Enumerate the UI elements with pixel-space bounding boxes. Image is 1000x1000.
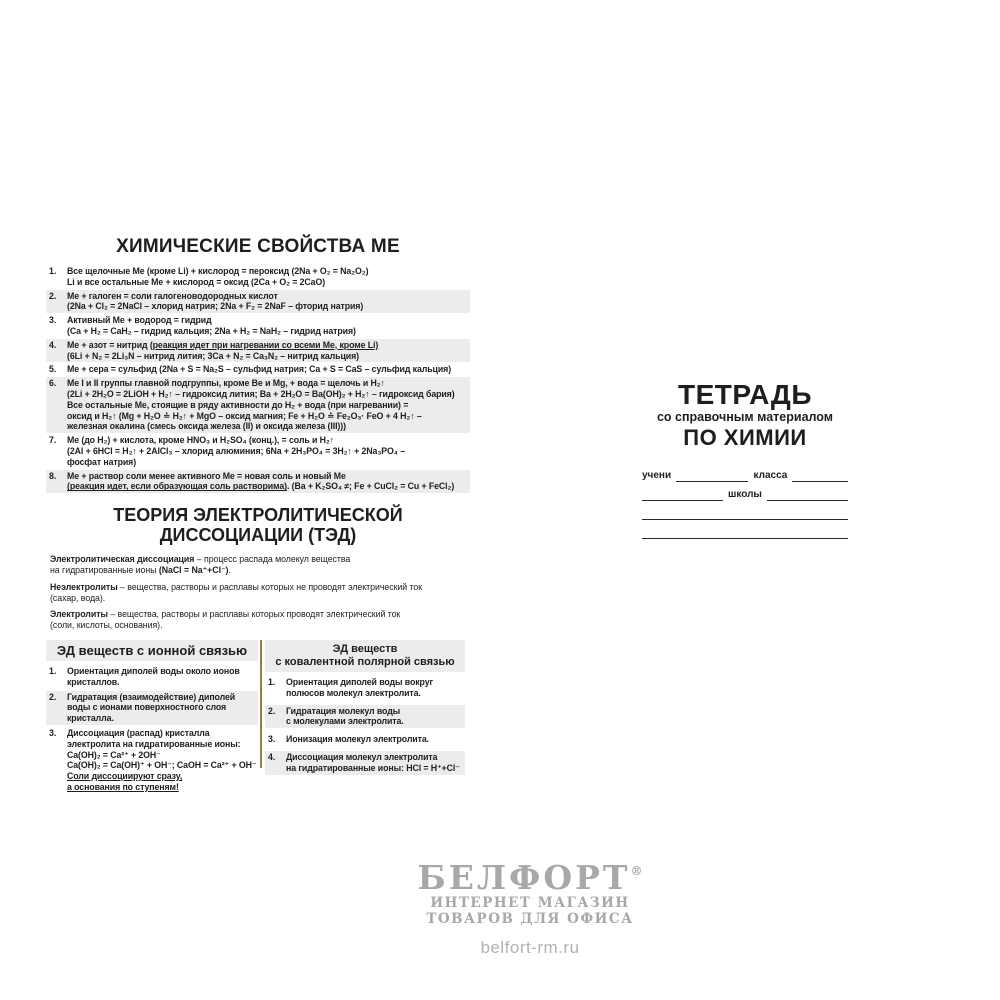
definition-line [50, 565, 470, 576]
text-segment: Диссоциация (распад) кристалла [67, 727, 210, 738]
item-body [67, 364, 466, 375]
text-segment: на гидратированные ионы [50, 564, 159, 575]
item-body [67, 266, 466, 288]
item-number: 2. [268, 705, 276, 716]
text-segment: – вещества, растворы и расплавы которых не проводят электрический ток [117, 581, 423, 592]
item-line [67, 389, 466, 400]
text-segment: а основания по ступеням! [67, 781, 179, 792]
text-segment: Ионизация молекул электролита. [286, 734, 429, 745]
item-line [67, 315, 466, 326]
form-row-blank-2 [642, 520, 848, 539]
item-number: 6. [49, 378, 57, 389]
definitions [46, 554, 470, 631]
list-item [46, 665, 258, 689]
text-segment: (NaCl = Na⁺+Cl⁻) [158, 564, 229, 575]
text-segment: Ме + азот = нитрид [67, 339, 150, 350]
text-segment: Все щелочные Ме (кроме Li) + кислород = пероксид [67, 266, 292, 276]
text-segment: Соли диссоциируют сразу, [67, 771, 183, 782]
text-segment: . [228, 564, 231, 575]
item-body [67, 378, 466, 432]
section2-title [46, 506, 470, 545]
watermark-url: belfort-rm.ru [480, 938, 580, 957]
item-line [67, 326, 466, 337]
list-item [46, 314, 470, 338]
text-segment: (Mg + H₂O ≐ H₂↑ + MgO – оксид магния; Fe + H₂O ≐ Fe₂O₃· FeO + 4 H₂↑ – [118, 410, 422, 421]
item-line [67, 457, 466, 468]
list-item [265, 751, 465, 775]
text-segment: кристалла. [67, 713, 114, 724]
text-segment: Электролитическая диссоциация [50, 554, 195, 565]
text-segment: (2Na + S = Na₂S – сульфид натрия; Ca + S = CaS – сульфид кальция) [159, 364, 452, 375]
column-covalent-heading-line2: с ковалентной полярной связью [275, 655, 455, 668]
section1-title: ХИМИЧЕСКИЕ СВОЙСТВА МЕ [116, 236, 400, 257]
item-number: 1. [268, 676, 276, 687]
item-line [67, 471, 466, 482]
form-row-school [642, 482, 848, 501]
text-segment: (реакция идет при нагревании со всеми Ме, кроме Li) [149, 339, 379, 350]
text-segment: электролита на гидратированные ионы: [67, 738, 241, 749]
item-line [67, 771, 255, 782]
text-segment: Ме (до H₂) + кислота, кроме HNO₃ и H₂SO₄ (конц.), = соль и H₂↑ [67, 435, 334, 446]
text-segment: на гидратированные ионы: [286, 762, 407, 773]
school-blank-line-right [767, 488, 848, 501]
student-label: учени [642, 470, 672, 481]
item-line [67, 277, 466, 288]
ed-columns [46, 640, 470, 796]
text-segment: . [286, 481, 292, 492]
item-line [286, 734, 462, 745]
definition-line [50, 620, 470, 631]
item-line [67, 728, 255, 739]
text-segment: Активный Ме + водород = гидрид [67, 315, 212, 326]
column-divider [260, 640, 262, 768]
text-segment: Li и все остальные Ме + кислород = оксид [67, 276, 251, 287]
text-segment: Диссоциация молекул электролита [286, 751, 438, 762]
school-blank-line-left [642, 488, 723, 501]
list-item [46, 265, 470, 289]
list-item [46, 434, 470, 468]
text-segment: Ме + сера = сульфид [67, 364, 160, 375]
list-item [46, 363, 470, 376]
column-ionic-bond [46, 640, 258, 796]
item-body [286, 752, 462, 774]
list-item [265, 705, 465, 729]
text-segment: Гидратация (взаимодействие) диполей [67, 691, 236, 702]
text-segment: Ориентация диполей воды вокруг [286, 676, 434, 687]
column-covalent-bond [265, 640, 465, 780]
text-segment: (2Na + Cl₂ = 2NaCl – хлорид натрия; 2Na + F₂ = 2NaF – фторид натрия) [67, 301, 364, 312]
item-line [67, 291, 466, 302]
list-item [265, 676, 465, 700]
column-ionic-heading: ЭД веществ с ионной связью [46, 640, 258, 661]
definition [46, 609, 470, 631]
item-body [67, 666, 255, 688]
list-item [46, 339, 470, 363]
text-segment: (реакция идет, если образующая соль растворима) [67, 481, 287, 492]
list-item [46, 377, 470, 433]
item-body [67, 315, 466, 337]
item-line [286, 688, 462, 699]
text-segment: Ме + галоген = соли галогеноводородных кислот [67, 290, 278, 301]
item-line [286, 706, 462, 717]
definition-line [50, 582, 470, 593]
cover-form [642, 463, 848, 539]
text-segment: (Ca + H₂ = CaH₂ – гидрид кальция; 2Na + H₂ = NaH₂ – гидрид натрия) [67, 325, 356, 336]
section2-title-line1: ТЕОРИЯ ЭЛЕКТРОЛИТИЧЕСКОЙ [113, 505, 403, 526]
watermark-line1: ИНТЕРНЕТ МАГАЗИН [430, 895, 630, 911]
item-number: 2. [49, 691, 57, 702]
list-item [46, 727, 258, 794]
text-segment: оксид и H₂↑ [67, 410, 119, 421]
column-covalent-heading-line1: ЭД веществ [332, 642, 398, 655]
watermark-brand: БЕЛФОРТ® [417, 858, 643, 897]
item-line [67, 702, 255, 713]
item-line [67, 364, 466, 375]
item-line [67, 666, 255, 677]
student-blank-line [676, 469, 748, 482]
cover-title: ТЕТРАДЬ [678, 379, 812, 410]
blank-line-2 [642, 526, 848, 539]
text-segment: (Ba + K₂SO₄ ≠; Fe + CuCl₂ = Cu + FeCl₂) [291, 481, 455, 492]
text-segment: – вещества, растворы и расплавы которых проводят электрический ток [107, 609, 401, 620]
list-item [265, 733, 465, 746]
column-covalent-list [265, 676, 465, 775]
watermark-line2: ТОВАРОВ ДЛЯ ОФИСА [426, 911, 634, 927]
item-number: 2. [49, 290, 57, 301]
item-line [286, 763, 462, 774]
text-segment: железная окалина (смесь оксида железа (II) и оксида железа (III))) [67, 421, 346, 432]
text-segment: (2Li + 2H₂O = 2LiOH + H₂↑ – гидроксид лития; Ba + 2H₂O = Ba(OH)₂ + H₂↑ – гидроксид бария) [67, 388, 455, 399]
text-segment: (6Li + N₂ = 2Li₃N – нитрид лития; 3Ca + N₂ = Ca₃N₂ – нитрид кальция) [67, 350, 359, 361]
cover-subject: ПО ХИМИИ [683, 425, 807, 450]
item-number: 3. [49, 727, 57, 738]
item-line [67, 351, 466, 362]
definition [46, 554, 470, 576]
text-segment: (соли, кислоты, основания). [50, 620, 163, 631]
class-label: класса [753, 470, 788, 481]
text-segment: (2Ca + O₂ = 2CaO) [250, 276, 326, 287]
text-segment: – процесс распада молекул вещества [194, 554, 351, 565]
item-line [67, 378, 466, 389]
item-number: 1. [49, 665, 57, 676]
cover-subtitle: со справочным материалом [656, 410, 834, 424]
item-number: 4. [49, 339, 57, 350]
item-line [67, 301, 466, 312]
text-segment: Гидратация молекул воды [286, 705, 401, 716]
definition-line [50, 609, 470, 620]
item-body [67, 692, 255, 724]
definition [46, 582, 470, 604]
cover-page [642, 381, 848, 539]
text-segment: воды с ионами поверхностного слоя [67, 702, 227, 713]
item-line [67, 782, 255, 793]
text-segment: Ориентация диполей воды около ионов [67, 665, 240, 676]
item-number: 3. [268, 734, 276, 745]
text-segment: (2Al + 6HCl = H₂↑ + 2AlCl₃ – хлорид алюминия; 6Na + 2H₃PO₄ = 3H₂↑ + 2Na₃PO₄ – [67, 445, 406, 456]
text-segment: Электролиты [50, 609, 108, 620]
item-line [67, 266, 466, 277]
blank-line-1 [642, 507, 848, 520]
text-segment: полюсов молекул электролита. [286, 687, 421, 698]
text-segment: HCl = H⁺+Cl⁻ [406, 762, 460, 773]
item-number: 7. [49, 435, 57, 446]
list-item [46, 691, 258, 725]
item-line [67, 435, 466, 446]
text-segment: Ca(OH)₂ = Ca(OH)⁺ + OH⁻; CaOH = Ca²⁺ + OH⁻ [67, 760, 257, 771]
form-row-blank-1 [642, 501, 848, 520]
registered-trademark-icon: ® [630, 864, 643, 878]
text-segment: (2Na + O₂ = Na₂O₂) [291, 266, 369, 276]
item-line [67, 692, 255, 703]
school-label: школы [728, 489, 762, 500]
text-segment: фосфат натрия) [67, 456, 137, 467]
item-number: 1. [49, 266, 57, 276]
list-item [46, 290, 470, 314]
definition-line [50, 593, 470, 604]
item-body [67, 340, 466, 362]
item-body [286, 734, 462, 745]
section1-list [46, 265, 470, 493]
definition-line [50, 554, 470, 565]
item-line [67, 481, 466, 492]
item-line [67, 760, 255, 771]
text-segment: кристаллов. [67, 676, 120, 687]
column-covalent-heading [265, 640, 465, 672]
left-page [46, 236, 470, 796]
item-line [67, 411, 466, 422]
text-segment: Ca(OH)₂ = Ca²⁺ + 2OH⁻ [67, 749, 161, 760]
item-number: 3. [49, 315, 57, 326]
item-body [67, 291, 466, 313]
item-line [67, 677, 255, 688]
item-line [286, 716, 462, 727]
item-line [67, 446, 466, 457]
item-line [286, 677, 462, 688]
item-line [67, 750, 255, 761]
text-segment: Ме I и II группы главной подгруппы, кроме Be и Mg, + вода = щелочь и H₂↑ [67, 378, 385, 389]
item-line [67, 340, 466, 351]
item-body [286, 677, 462, 699]
list-item [46, 470, 470, 494]
text-segment: с молекулами электролита. [286, 716, 404, 727]
text-segment: Неэлектролиты [50, 581, 118, 592]
item-line [67, 400, 466, 411]
item-body [67, 435, 466, 467]
item-line [286, 752, 462, 763]
store-watermark [385, 854, 675, 958]
column-ionic-list [46, 665, 258, 794]
section2-title-line2: ДИССОЦИАЦИИ (ТЭД) [159, 524, 357, 545]
item-number: 5. [49, 364, 57, 375]
item-line [67, 739, 255, 750]
text-segment: (сахар, вода). [50, 592, 106, 603]
item-line [67, 713, 255, 724]
class-blank-line [792, 469, 848, 482]
text-segment: Ме + раствор соли менее активного Ме = новая соль и новый Ме [67, 470, 346, 481]
item-body [67, 728, 255, 793]
item-body [67, 471, 466, 493]
item-number: 8. [49, 470, 57, 481]
text-segment: Все остальные Ме, стоящие в ряду активности до H₂ + вода (при нагревании) = [67, 399, 409, 410]
item-line [67, 421, 466, 432]
form-row-student-class [642, 463, 848, 482]
item-number: 4. [268, 751, 276, 762]
item-body [286, 706, 462, 728]
